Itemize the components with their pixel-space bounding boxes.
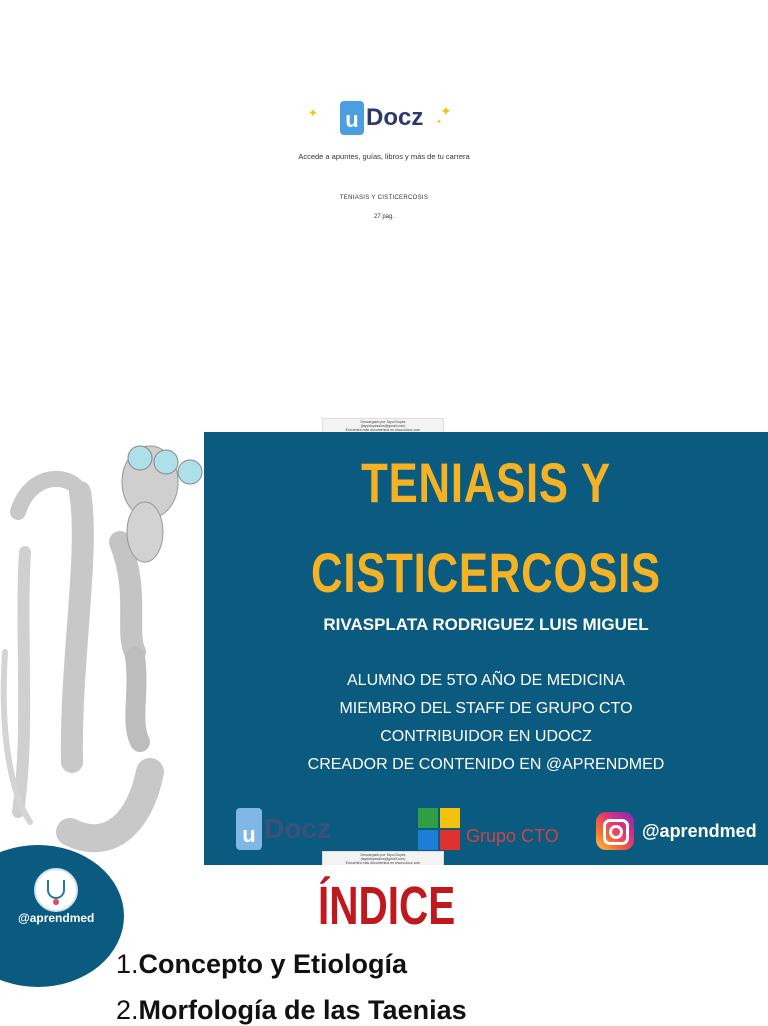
index-item-text: Morfología de las Taenias <box>138 995 467 1025</box>
title-slide <box>0 432 768 865</box>
instagram-badge <box>596 812 757 850</box>
author-credential: CONTRIBUIDOR EN UDOCZ <box>380 728 592 745</box>
stethoscope-icon <box>36 870 76 910</box>
index-item-number: 1. <box>116 949 139 979</box>
author-credential: ALUMNO DE 5TO AÑO DE MEDICINA <box>347 672 625 689</box>
slide-title-line2: CISTICERCOSIS <box>311 541 661 604</box>
udocz-footer-text: Docz <box>264 813 331 844</box>
tagline: Accede a apuntes, guías, libros y más de tu carrera <box>298 152 470 161</box>
aprendmed-handle: @aprendmed <box>18 911 95 925</box>
stamp-line: Encuentra más documentos en www.udocz.com <box>345 861 421 865</box>
sparkle-icon: ✦ <box>436 119 442 126</box>
grupo-cto-icon <box>418 808 460 850</box>
instagram-icon <box>596 812 634 850</box>
udocz-logo-text: Docz <box>366 104 424 131</box>
index-item-number: 2. <box>116 995 139 1025</box>
slide-title-line1: TENIASIS Y <box>361 451 611 514</box>
grupo-cto-logo <box>418 808 559 850</box>
udocz-logo-mark: u <box>236 808 262 850</box>
index-slide <box>0 865 768 1024</box>
stamp-line: Descargado por Tayul Duyes <box>360 853 406 857</box>
index-title: ÍNDICE <box>318 876 456 936</box>
udocz-logo-mark: u <box>340 101 364 135</box>
stamp-line: Encuentra más documentos en www.udocz.com <box>345 428 421 432</box>
title-panel <box>204 432 768 865</box>
author-credential: CREADOR DE CONTENIDO EN @APRENDMED <box>307 756 665 773</box>
aprendmed-badge <box>0 845 124 987</box>
tapeworm-illustration <box>0 432 204 865</box>
stamp-line: (taysiduyesalos@gmail.com) <box>360 857 406 861</box>
stamp-line: (taysiduyesalos@gmail.com) <box>360 424 406 428</box>
index-item <box>116 995 467 1026</box>
index-item-text: Concepto y Etiología <box>138 949 408 979</box>
instagram-handle: @aprendmed <box>642 820 757 841</box>
aprendmed-logo <box>34 868 78 912</box>
stamp-line: Descargado por Tayul Duyes <box>360 420 406 424</box>
sparkle-icon: ✦ <box>440 103 452 119</box>
udocz-logo <box>340 100 423 136</box>
author-name: RIVASPLATA RODRIGUEZ LUIS MIGUEL <box>323 615 649 634</box>
cover-page <box>0 0 768 432</box>
document-title: TENIASIS Y CISTICERCOSIS <box>339 195 429 201</box>
udocz-footer-logo <box>236 808 331 850</box>
index-item <box>116 949 407 980</box>
author-credential: MIEMBRO DEL STAFF DE GRUPO CTO <box>339 700 633 717</box>
sparkle-icon: ✦ <box>308 106 319 120</box>
grupo-cto-text: Grupo CTO <box>466 825 559 846</box>
page-count: 27 pag. <box>373 214 395 220</box>
